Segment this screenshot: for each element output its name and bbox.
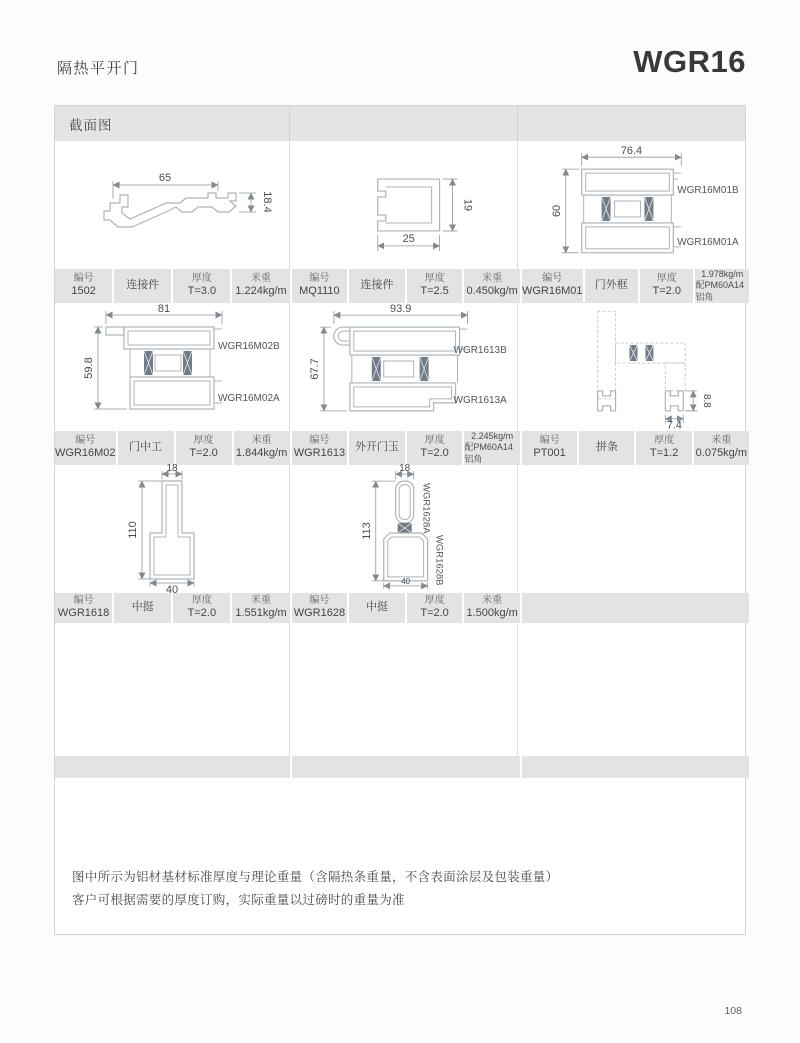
spec-code-cell [292, 269, 348, 303]
weight-label: 米重 [251, 272, 272, 284]
spec-weight-cell [694, 431, 749, 465]
section-header-row [55, 106, 745, 141]
note-line-1: 图中所示为铝材基材标准厚度与理论重量（含隔热条重量，不含表面涂层及包装重量） [72, 870, 559, 884]
thickness-value: T=2.0 [187, 607, 217, 620]
type-value: 连接件 [360, 279, 394, 291]
type-value: 拼条 [595, 441, 618, 453]
part-label-b: WGR16M01B [677, 185, 739, 197]
profile-diagram-wgr1613 [290, 303, 517, 429]
dim-base-label: 40 [165, 584, 178, 593]
spec-group-wgr1613 [292, 431, 520, 465]
thickness-value: T=2.5 [420, 285, 449, 298]
dim-height-label: 19 [461, 198, 474, 212]
weight-label: 米重 [482, 594, 503, 606]
diagram-row-4 [55, 623, 745, 756]
diagram-cell-empty [290, 623, 518, 756]
dim-width-label: 76.4 [620, 145, 643, 158]
diagram-row-2 [55, 301, 745, 431]
weight-label: 米重 [251, 594, 272, 606]
notes-area [55, 778, 745, 934]
dim-height-label: 67.7 [308, 358, 321, 380]
spec-type-cell [118, 431, 174, 465]
dim-width-label: 18 [398, 463, 410, 475]
spec-type-cell [114, 269, 171, 303]
section-header-cell-empty [290, 106, 518, 141]
dim-width-label: 7.4 [666, 419, 682, 429]
spec-code-cell [55, 431, 116, 465]
spec-type-cell [579, 431, 634, 465]
dim-height-label: 18.4 [260, 191, 273, 213]
diagram-cell-empty [518, 623, 745, 756]
dim-width-label: 65 [158, 172, 171, 184]
thickness-label: 厚度 [193, 434, 214, 446]
page-title: 隔热平开门 [57, 60, 140, 77]
diagram-cell-wgr1618 [55, 463, 290, 593]
diagram-row-1 [55, 141, 745, 269]
thickness-label: 厚度 [654, 434, 675, 446]
code-label: 编号 [542, 272, 563, 284]
code-value: PT001 [533, 447, 566, 460]
spec-code-cell [292, 593, 348, 623]
spec-group-1502 [55, 269, 290, 303]
spec-type-cell [585, 269, 638, 303]
profile-diagram-wgr16m02 [58, 303, 286, 429]
diagram-cell-wgr1628 [290, 463, 518, 593]
weight-value: 0.450kg/m [466, 285, 518, 298]
profile-diagram-wgr1628 [290, 463, 517, 593]
code-label: 编号 [539, 434, 560, 446]
spec-row-4-empty [55, 756, 745, 778]
spec-type-cell [349, 593, 405, 623]
dim-width-label: 25 [402, 232, 415, 245]
diagram-cell-1502 [55, 141, 290, 269]
spec-type-cell [114, 593, 171, 623]
diagram-cell-wgr1613 [290, 301, 518, 431]
page-number: 108 [724, 1005, 742, 1017]
code-value: WGR16M02 [55, 447, 116, 460]
spec-type-cell [349, 431, 405, 465]
part-label-a: WGR1613A [453, 394, 507, 406]
dim-height-label: 59.8 [82, 357, 95, 379]
spec-row-2 [55, 431, 748, 464]
thickness-label: 厚度 [191, 272, 212, 284]
spec-group-mq1110 [292, 269, 520, 303]
thickness-value: T=2.0 [420, 607, 449, 620]
type-value: 门外框 [594, 279, 628, 291]
weight-value: 1.500kg/m [466, 607, 518, 620]
spec-thickness-cell [636, 431, 691, 465]
weight-value: 0.075kg/m [695, 447, 748, 460]
profile-diagram-wgr16m01 [518, 145, 745, 265]
spec-thickness-cell [176, 431, 232, 465]
weight-value: 1.978kg/m [701, 269, 744, 279]
code-label: 编号 [73, 594, 94, 606]
spec-band-empty [292, 756, 520, 778]
spec-thickness-cell [173, 593, 230, 623]
weight-label: 米重 [711, 434, 732, 446]
spec-weight-cell [464, 269, 520, 303]
spec-code-cell [55, 269, 112, 303]
code-label: 编号 [73, 272, 94, 284]
dim-height-label: 60 [550, 204, 563, 218]
code-value: WGR1613 [293, 447, 346, 460]
dim-height-label: 110 [126, 521, 139, 539]
spec-weight-cell [464, 593, 520, 623]
thickness-label: 厚度 [424, 272, 445, 284]
thickness-value: T=1.2 [649, 447, 679, 460]
type-value: 门中工 [129, 441, 163, 453]
spec-weight-cell [232, 269, 289, 303]
spec-thickness-cell [407, 269, 463, 303]
code-label: 编号 [309, 272, 330, 284]
spec-thickness-cell [640, 269, 693, 303]
spec-weight-cell [695, 269, 748, 303]
profile-diagram-1502 [58, 145, 286, 265]
section-header-cell-empty [518, 106, 745, 141]
note-line-2: 客户可根据需要的厚度订购，实际重量以过磅时的重量为准 [72, 893, 405, 907]
diagram-cell-empty [55, 623, 290, 756]
spec-weight-cell [232, 593, 289, 623]
section-header-label: 截面图 [69, 117, 113, 133]
type-value: 连接件 [126, 279, 160, 291]
weight-value: 1.551kg/m [235, 607, 287, 620]
spec-row-3 [55, 593, 745, 623]
profile-diagram-pt001 [518, 303, 745, 429]
section-header-cell [55, 106, 290, 141]
thickness-value: T=2.0 [189, 447, 218, 460]
part-label-b: WGR16M02B [217, 341, 280, 352]
code-value: WGR1618 [57, 607, 110, 620]
spec-code-cell [522, 431, 577, 465]
diagram-cell-wgr16m01 [518, 141, 745, 269]
dim-height-label: 113 [360, 522, 373, 540]
weight-label: 米重 [482, 272, 503, 284]
spec-band-empty [522, 756, 749, 778]
spec-band-empty [522, 593, 749, 623]
diagram-cell-mq1110 [290, 141, 518, 269]
dim-height-label: 8.8 [701, 393, 713, 408]
diagram-cell-empty [518, 463, 745, 593]
spec-code-cell [522, 269, 583, 303]
spec-type-cell [349, 269, 405, 303]
weight-value: 2.245kg/m [471, 431, 514, 441]
spec-thickness-cell [173, 269, 230, 303]
thickness-value: T=2.0 [420, 447, 449, 460]
diagram-cell-wgr16m02 [55, 301, 290, 431]
weight-label: 米重 [251, 434, 272, 446]
spec-group-pt001 [522, 431, 749, 465]
spec-code-cell [292, 431, 348, 465]
code-value: 1502 [71, 285, 96, 298]
profile-catalog-table [54, 105, 746, 935]
spec-group-wgr16m01 [522, 269, 749, 303]
dim-width-label: 81 [157, 303, 170, 315]
spec-group-wgr16m02 [55, 431, 290, 465]
spec-code-cell [55, 593, 112, 623]
weight-note: 配PM60A14铝角 [695, 280, 744, 302]
spec-band-empty [55, 756, 290, 778]
spec-row-1 [55, 269, 745, 301]
part-label-a: WGR16M01A [677, 236, 739, 248]
code-value: WGR16M01 [521, 285, 583, 298]
weight-value: 1.844kg/m [235, 447, 288, 460]
type-value: 中挺 [131, 601, 154, 614]
dim-base-label: 40 [400, 576, 410, 586]
dim-width-label: 18 [166, 463, 178, 474]
thickness-value: T=2.0 [652, 285, 681, 298]
spec-thickness-cell [407, 431, 463, 465]
series-model-code: WGR16 [633, 44, 746, 79]
spec-group-wgr1628 [292, 593, 520, 623]
thickness-label: 厚度 [424, 594, 445, 606]
part-label-b: WGR1628B [433, 534, 445, 586]
code-value: WGR1628 [293, 607, 346, 620]
spec-weight-cell [464, 431, 520, 465]
code-label: 编号 [75, 434, 96, 446]
thickness-value: T=3.0 [187, 285, 217, 298]
dim-width-label: 93.9 [389, 303, 411, 316]
spec-group-wgr1618 [55, 593, 290, 623]
type-value: 中挺 [365, 601, 388, 614]
spec-thickness-cell [407, 593, 463, 623]
weight-value: 1.224kg/m [235, 285, 287, 298]
diagram-row-3 [55, 463, 745, 593]
thickness-label: 厚度 [424, 434, 445, 446]
code-value: MQ1110 [299, 285, 340, 298]
weight-note: 配PM60A14铝角 [464, 442, 513, 464]
code-label: 编号 [309, 594, 330, 606]
thickness-label: 厚度 [191, 594, 212, 606]
profile-diagram-wgr1618 [58, 463, 286, 593]
spec-weight-cell [234, 431, 290, 465]
profile-diagram-mq1110 [290, 145, 517, 265]
part-label-b: WGR1613B [453, 345, 507, 357]
type-value: 外开门玉 [354, 441, 399, 453]
code-label: 编号 [309, 434, 330, 446]
diagram-cell-pt001 [518, 301, 745, 431]
part-label-a: WGR1628A [420, 483, 432, 534]
thickness-label: 厚度 [656, 272, 677, 284]
part-label-a: WGR16M02A [217, 393, 280, 404]
